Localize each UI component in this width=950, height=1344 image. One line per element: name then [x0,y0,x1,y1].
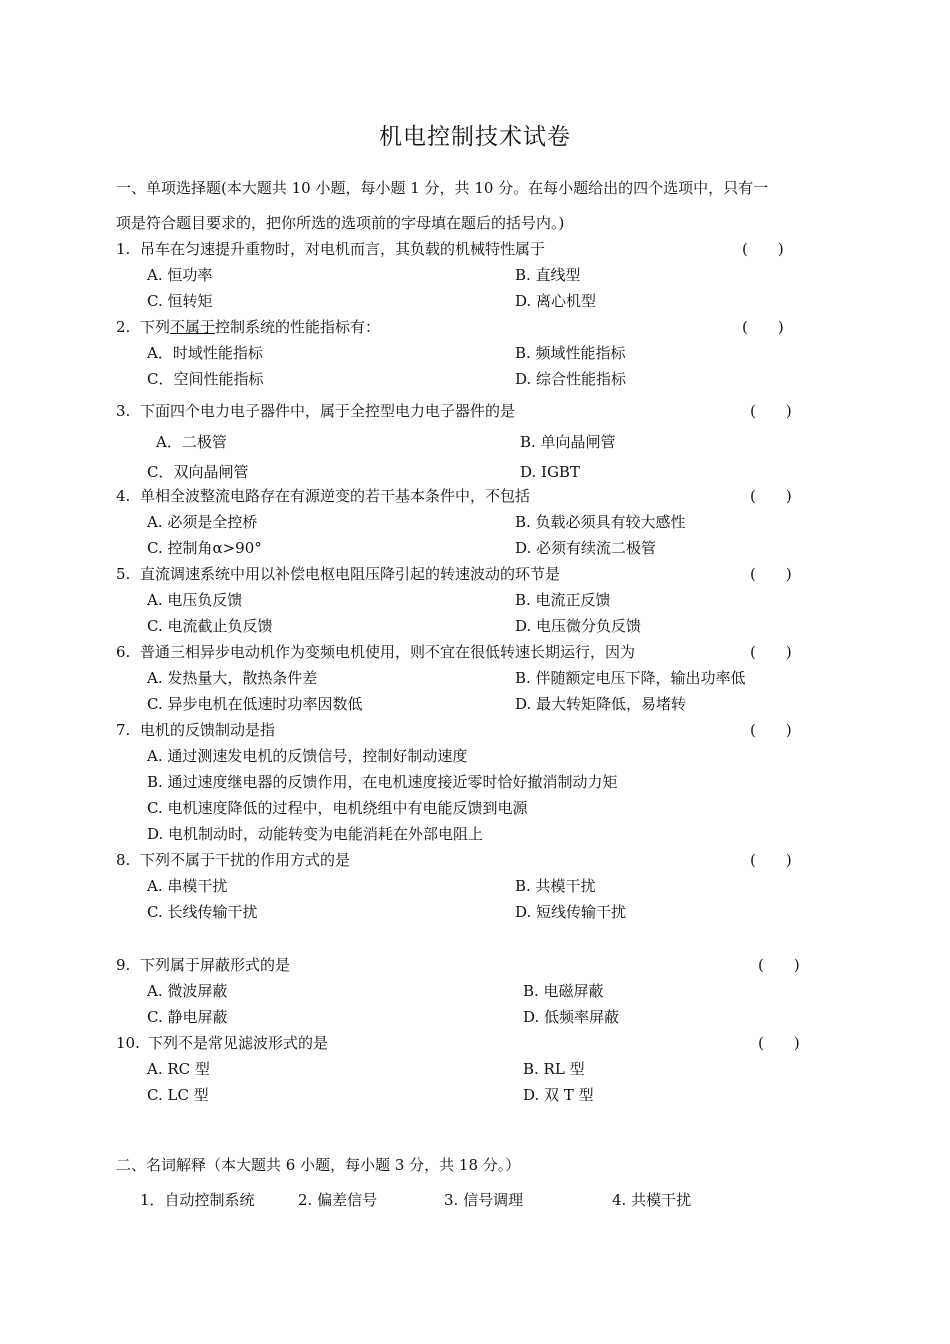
question-3-option-c: C．双向晶闸管 [147,463,249,481]
section1-header-line2: 项是符合题目要求的，把你所选的选项前的字母填在题后的括号内。) [116,214,565,232]
question-7-option-b: B. 通过速度继电器的反馈作用，在电机速度接近零时恰好撤消制动力矩 [147,773,618,791]
question-1-answer-blank[interactable]: ( ) [742,240,784,258]
question-9-text: 下列属于屏蔽形式的是 [140,956,291,974]
question-5-answer-blank[interactable]: ( ) [750,565,792,583]
question-1-number: 1. [116,240,131,258]
question-10-option-a: A. RC 型 [147,1060,210,1078]
question-2-option-b: B. 频域性能指标 [515,344,626,362]
question-2-number: 2. [116,318,131,336]
question-8-option-c: C. 长线传输干扰 [147,903,258,921]
question-6-option-d: D. 最大转矩降低，易堵转 [515,695,687,713]
question-5-text: 直流调速系统中用以补偿电枢电阻压降引起的转速波动的环节是 [140,565,561,583]
question-7-option-c: C. 电机速度降低的过程中，电机绕组中有电能反馈到电源 [147,799,528,817]
question-3-answer-blank[interactable]: ( ) [750,402,792,420]
question-2-text-underlined: 不属于 [170,318,216,336]
question-1-option-a: A. 恒功率 [147,266,213,284]
question-6-option-c: C. 异步电机在低速时功率因数低 [147,695,363,713]
term-4: 4. 共模干扰 [612,1191,692,1209]
question-8-text: 下列不属于干扰的作用方式的是 [140,851,351,869]
question-7-text: 电机的反馈制动是指 [140,721,276,739]
question-8-option-d: D. 短线传输干扰 [515,903,627,921]
question-1-text: 吊车在匀速提升重物时，对电机而言，其负载的机械特性属于 [140,240,546,258]
term-1: 1．自动控制系统 [140,1191,255,1209]
question-9-number: 9. [116,956,131,974]
question-10-option-c: C. LC 型 [147,1086,209,1104]
question-2-text-pre: 下列 [140,318,171,336]
question-7-answer-blank[interactable]: ( ) [750,721,792,739]
section1-header-line1: 一、单项选择题(本大题共 10 小题，每小题 1 分，共 10 分。在每小题给出的四个选项中，只有一 [116,179,769,197]
question-10-answer-blank[interactable]: ( ) [758,1034,800,1052]
question-4-option-d: D. 必须有续流二极管 [515,539,657,557]
question-4-option-c: C. 控制角α>90° [147,539,262,557]
question-2-text [140,317,380,337]
question-6-text: 普通三相异步电动机作为变频电机使用，则不宜在很低转速长期运行，因为 [140,643,636,661]
question-3-option-d: D. IGBT [520,463,580,481]
question-4-option-b: B. 负载必须具有较大感性 [515,513,686,531]
question-3-option-b: B. 单向晶闸管 [520,433,616,451]
question-3-number: 3. [116,402,131,420]
question-1-option-c: C. 恒转矩 [147,292,213,310]
question-10-option-b: B. RL 型 [523,1060,585,1078]
question-9-option-b: B. 电磁屏蔽 [523,982,604,1000]
question-2-option-a: A．时域性能指标 [147,344,263,362]
exam-title: 机电控制技术试卷 [379,124,571,150]
question-10-text: 下列不是常见滤波形式的是 [148,1034,329,1052]
question-7-option-a: A. 通过测速发电机的反馈信号，控制好制动速度 [147,747,468,765]
question-7-option-d: D. 电机制动时，动能转变为电能消耗在外部电阻上 [147,825,484,843]
question-10-option-d: D. 双 T 型 [523,1086,594,1104]
question-4-option-a: A. 必须是全控桥 [147,513,258,531]
question-4-number: 4. [116,487,131,505]
question-3-option-a: A．二极管 [156,433,227,451]
question-8-option-b: B. 共模干扰 [515,877,596,895]
question-5-option-b: B. 电流正反馈 [515,591,611,609]
question-5-option-a: A. 电压负反馈 [147,591,243,609]
question-6-answer-blank[interactable]: ( ) [750,643,792,661]
question-4-answer-blank[interactable]: ( ) [750,487,792,505]
question-2-option-d: D. 综合性能指标 [515,370,627,388]
question-2-text-post: 控制系统的性能指标有： [215,318,381,336]
question-9-option-c: C. 静电屏蔽 [147,1008,228,1026]
question-7-number: 7. [116,721,131,739]
question-2-option-c: C．空间性能指标 [147,370,264,388]
question-10-number: 10. [116,1034,140,1052]
question-3-text: 下面四个电力电子器件中，属于全控型电力电子器件的是 [140,402,516,420]
question-8-option-a: A. 串模干扰 [147,877,228,895]
question-6-number: 6. [116,643,131,661]
question-1-option-b: B. 直线型 [515,266,581,284]
question-5-number: 5. [116,565,131,583]
question-2-answer-blank[interactable]: ( ) [742,318,784,336]
question-1-option-d: D. 离心机型 [515,292,597,310]
question-8-number: 8. [116,851,131,869]
question-5-option-c: C. 电流截止负反馈 [147,617,273,635]
question-9-option-d: D. 低频率屏蔽 [523,1008,620,1026]
section2-header: 二、名词解释（本大题共 6 小题，每小题 3 分，共 18 分。） [116,1156,521,1174]
question-9-option-a: A. 微波屏蔽 [147,982,228,1000]
term-3: 3. 信号调理 [444,1191,524,1209]
question-5-option-d: D. 电压微分负反馈 [515,617,642,635]
question-8-answer-blank[interactable]: ( ) [750,851,792,869]
question-4-text: 单相全波整流电路存在有源逆变的若干基本条件中，不包括 [140,487,531,505]
question-9-answer-blank[interactable]: ( ) [758,956,800,974]
term-2: 2. 偏差信号 [298,1191,378,1209]
question-6-option-b: B. 伴随额定电压下降，输出功率低 [515,669,746,687]
question-6-option-a: A. 发热量大，散热条件差 [147,669,318,687]
